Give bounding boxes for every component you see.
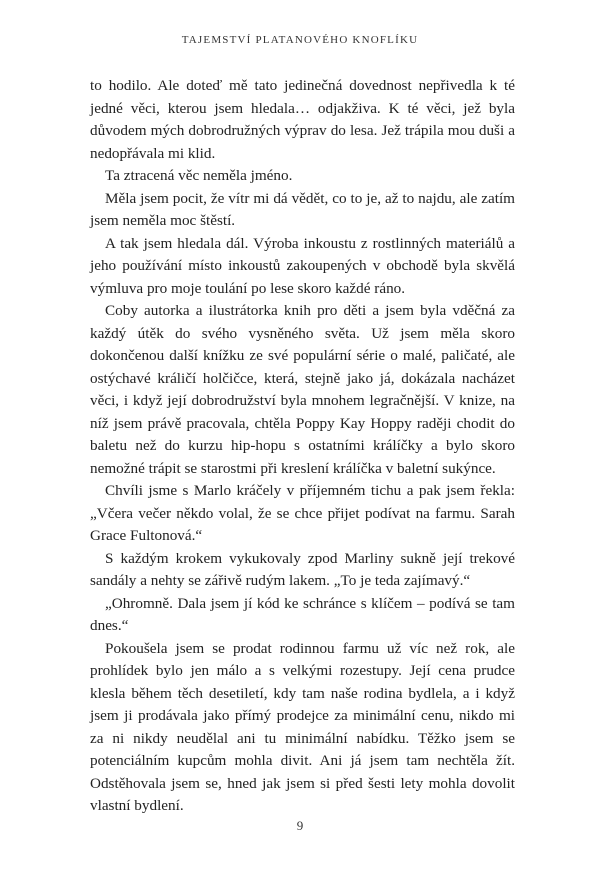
paragraph-3: Měla jsem pocit, že vítr mi dá vědět, co to je, až to najdu, ale zatím jsem neměla moc štěstí. [90, 189, 515, 229]
page-number: 9 [296, 818, 304, 833]
paragraph-6: Chvíli jsme s Marlo kráčely v příjemném tichu a pak jsem řekla: „Včera večer někdo volal, že se chce přijet podívat na farmu. Sarah Grace Fultonová.“ [90, 482, 515, 544]
paragraph-5: Coby autorka a ilustrátorka knih pro děti a jsem byla vděčná za každý útěk do svého vysněného světa. Už jsem měla skoro dokončenou další knížku ze své populární série o malé, paličaté, ale ostýchavé králičí holčičce, která, stejně jako já, dokázala nacházet věci, i když její dobrodružství byla mnohem legračnější. V knize, na níž jsem právě pracovala, chtěla Poppy Kay Hoppy raději chodit do baletu než do kurzu hip-hopu s ostatními králíčky a bylo skoro nemožné trápit se starostmi při kreslení králíčka v baletní sukýnce. [90, 302, 515, 477]
paragraph-8: „Ohromně. Dala jsem jí kód ke schránce s klíčem – podívá se tam dnes.“ [90, 594, 515, 634]
paragraph-2: Ta ztracená věc neměla jméno. [105, 167, 293, 184]
paragraph-7: S každým krokem vykukovaly zpod Marliny sukně její trekové sandály a nehty se zářivě rudým lakem. „To je teda zajímavý.“ [90, 549, 515, 589]
paragraph-4: A tak jsem hledala dál. Výroba inkoustu z rostlinných materiálů a jeho používání místo inkoustů zakoupených v obchodě byla skvělá výmluva pro moje toulání po lese skoro každé ráno. [90, 234, 515, 297]
paragraph-9: Pokoušela jsem se prodat rodinnou farmu už víc než rok, ale prohlídek bylo jen málo a s velkými rozestupy. Její cena prudce klesla během těch desetiletí, kdy tam naše rodina bydlela, a i když jsem ji prodávala jako přímý prodejce za minimální cenu, nikdo mi za ni nikdy neudělal ani tu minimální nabídku. Těžko jsem se potenciálním kupcům mohla divit. Ani já jsem tam nechtěla žít. Odstěhovala jsem se, hned jak jsem si před šesti lety mohla dovolit vlastní bydlení. [90, 639, 515, 814]
body-text [90, 75, 515, 818]
running-head: TAJEMSTVÍ PLATANOVÉHO KNOFLÍKU [181, 34, 419, 46]
paragraph-1: to hodilo. Ale doteď mě tato jedinečná dovednost nepřivedla k té jedné věci, kterou jsem hledala… odjakživa. K té věci, jež byla důvodem mých dobrodružných výprav do lesa. Jež trápila mou duši a nedopřávala mi klid. [90, 77, 515, 162]
